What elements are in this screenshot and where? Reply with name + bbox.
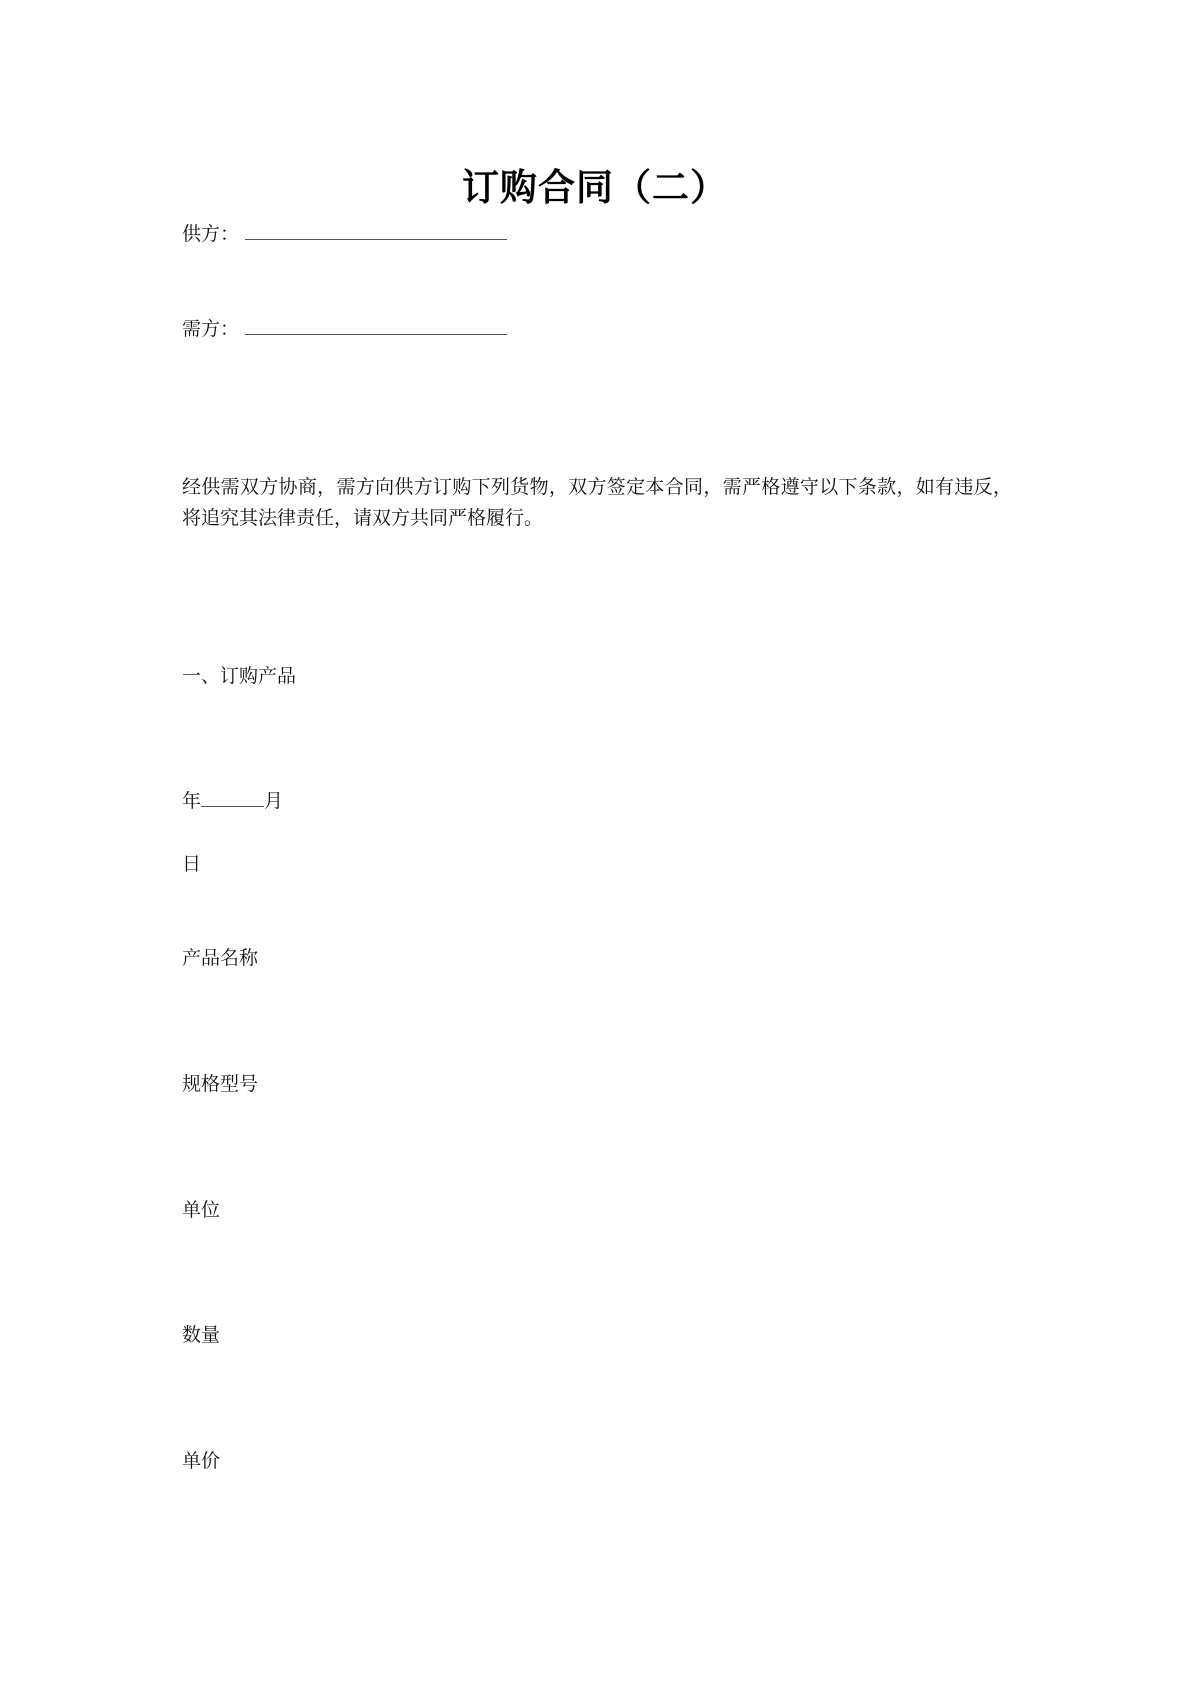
document-title: 订购合同（二） [462,166,728,209]
field-unit: 单位 [182,1199,221,1221]
day-label: 日 [182,853,202,875]
date-line [182,788,283,814]
intro-paragraph: 经供需双方协商，需方向供方订购下列货物，双方签定本合同，需严格遵守以下条款，如有违反，将追究其法律责任，请双方共同严格履行。 [182,476,1012,529]
month-blank-field[interactable] [201,788,264,807]
year-label: 年 [182,790,202,812]
field-unit-price: 单价 [182,1450,221,1472]
buyer-label: 需方： [182,318,240,340]
supplier-line [182,221,507,247]
section-1-heading: 一、订购产品 [182,665,297,687]
buyer-line [182,316,507,342]
buyer-blank-field[interactable] [245,316,507,335]
supplier-label: 供方： [182,223,240,245]
field-spec-model: 规格型号 [182,1073,259,1095]
field-product-name: 产品名称 [182,947,259,969]
month-label: 月 [264,790,284,812]
field-quantity: 数量 [182,1324,221,1346]
supplier-blank-field[interactable] [245,221,507,240]
